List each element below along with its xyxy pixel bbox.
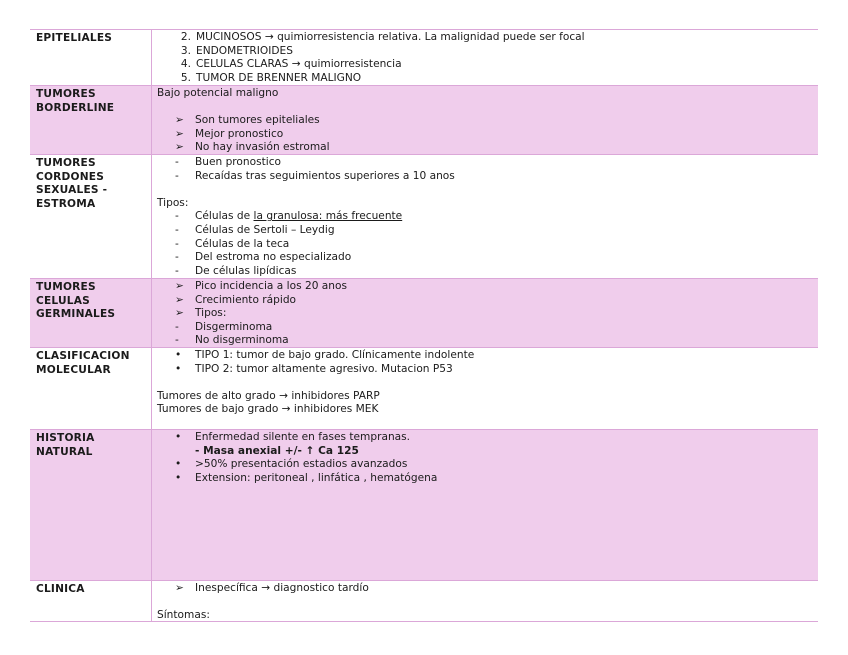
list-item: ➢ Pico incidencia a los 20 anos: [175, 280, 348, 292]
row-content: [157, 349, 814, 417]
sintomas-label: Síntomas:: [157, 609, 210, 622]
list-item: - Buen pronostico: [175, 156, 282, 168]
row-borderline: [30, 85, 818, 154]
list-item: 3. ENDOMETRIOIDES: [180, 44, 293, 57]
list-item: • TIPO 1: tumor de bajo grado. Clínicamente indolente: [175, 349, 475, 361]
list-item: - Del estroma no especializado: [175, 251, 352, 264]
row-heading: CLINICA: [36, 583, 85, 595]
row-heading: CLASIFICACION MOLECULAR: [36, 350, 130, 376]
list-item: - Células de Sertoli – Leydig: [175, 223, 335, 236]
list-item: ➢ Inespecífica → diagnostico tardío: [175, 582, 369, 594]
row-content: [157, 280, 814, 348]
sub-item: - Masa anexial +/- ↑ Ca 125: [195, 444, 359, 457]
row-content: [157, 582, 814, 623]
list-item: ➢ Crecimiento rápido: [175, 293, 297, 306]
list-item: - No disgerminoma: [175, 334, 289, 347]
row-content: [157, 156, 814, 278]
row-epiteliales: [30, 29, 818, 85]
row-content: [157, 31, 814, 85]
list-item: 5. TUMOR DE BRENNER MALIGNO: [180, 71, 362, 84]
intro-text: Bajo potencial maligno: [157, 87, 279, 99]
row-heading: TUMORES CORDONES SEXUALES - ESTROMA: [36, 157, 108, 210]
row-content: [157, 431, 814, 485]
row-molecular: [30, 347, 818, 429]
list-item: - De células lipídicas: [175, 264, 297, 277]
list-item: • TIPO 2: tumor altamente agresivo. Mutacion P53: [175, 362, 453, 375]
list-item: ➢ Son tumores epiteliales: [175, 114, 320, 127]
list-item: • Enfermedad silente en fases tempranas.: [175, 431, 411, 443]
list-item: • Extension: peritoneal , linfática , hematógena: [175, 471, 438, 484]
tipos-label: Tipos:: [157, 196, 189, 209]
row-heading: TUMORES CELULAS GERMINALES: [36, 281, 116, 321]
row-historia: [30, 429, 818, 580]
row-heading: EPITELIALES: [36, 32, 113, 44]
list-item: - Células de la teca: [175, 237, 290, 250]
list-item: ➢ Tipos:: [175, 307, 227, 320]
note-text: Tumores de alto grado → inhibidores PARP: [157, 389, 380, 402]
note-text: Tumores de bajo grado → inhibidores MEK: [157, 403, 379, 416]
row-heading: HISTORIA NATURAL: [36, 432, 95, 458]
list-item: 4. CELULAS CLARAS → quimiorresistencia: [180, 58, 402, 71]
list-item: 2. MUCINOSOS → quimiorresistencia relativa. La malignidad puede ser focal: [180, 31, 585, 43]
row-content: [157, 87, 814, 155]
list-item: • >50% presentación estadios avanzados: [175, 458, 408, 471]
list-item: - Disgerminoma: [175, 320, 273, 333]
row-clinica: [30, 580, 818, 622]
row-germinales: [30, 278, 818, 347]
row-heading: TUMORES BORDERLINE: [36, 88, 115, 114]
row-cordones: [30, 154, 818, 278]
list-item: - Células de la granulosa: más frecuente: [175, 210, 403, 223]
list-item: - Recaídas tras seguimientos superiores a 10 anos: [175, 169, 455, 182]
list-item: ➢ Mejor pronostico: [175, 127, 284, 140]
list-item: ➢ No hay invasión estromal: [175, 141, 330, 154]
